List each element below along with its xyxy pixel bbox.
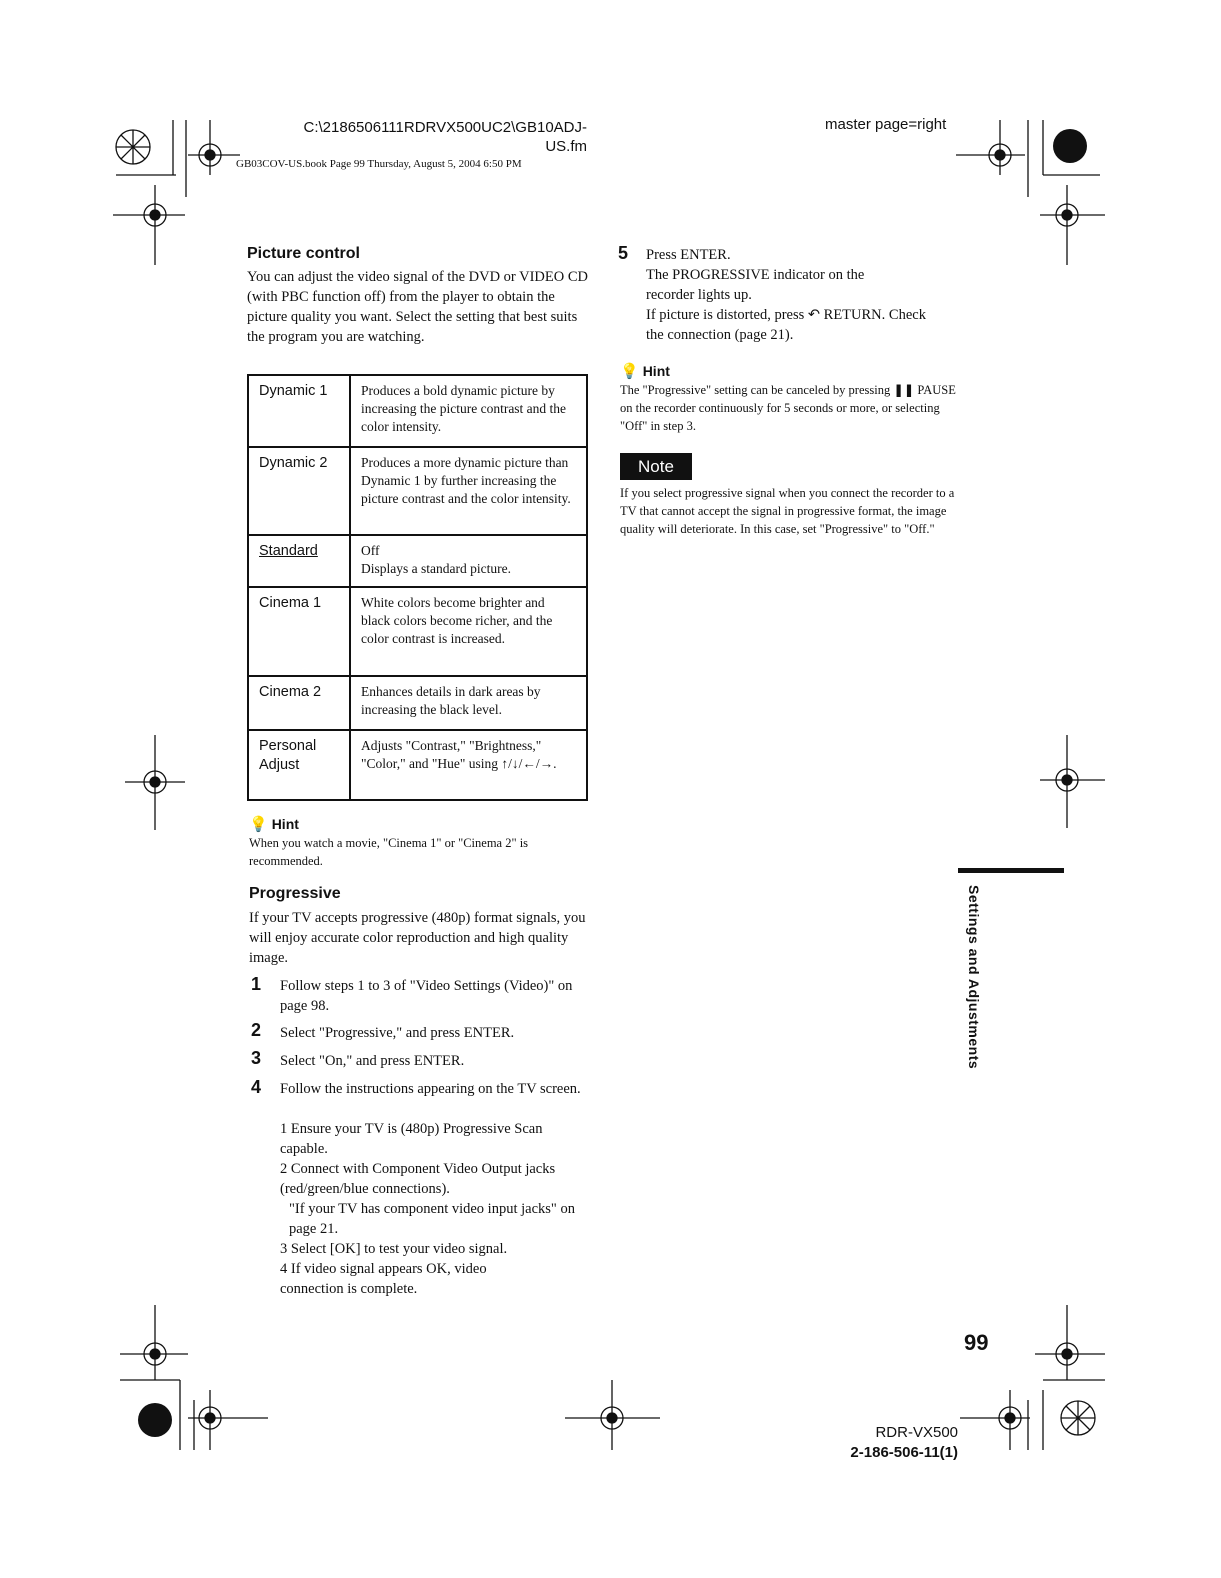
hint-text: The "Progressive" setting can be canceled by pressing ❚❚ PAUSE on the recorder continuously for 5 seconds or more, or selecting "Off" in step 3.: [620, 383, 956, 433]
hint-heading: [249, 815, 299, 833]
step-number: 3: [251, 1048, 262, 1068]
model-info: [820, 1423, 958, 1463]
file-path-line1: C:\2186506111RDRVX500UC2\GB10ADJ-: [303, 119, 587, 136]
substep: 1 Ensure your TV is (480p) Progressive Scan capable.: [280, 1121, 543, 1157]
note-badge: Note: [620, 453, 692, 480]
model-name: RDR-VX500: [875, 1424, 958, 1441]
step-text: Follow the instructions appearing on the TV screen.: [280, 1081, 581, 1097]
picture-control-heading: Picture control: [247, 245, 360, 262]
step-number: 2: [251, 1020, 262, 1040]
setting-key-default: Standard: [259, 543, 318, 559]
hint-heading: [620, 362, 670, 380]
setting-key: Personal Adjust: [248, 730, 350, 800]
setting-value-desc: Displays a standard picture.: [361, 561, 511, 576]
progressive-intro: If your TV accepts progressive (480p) format signals, you will enjoy accurate color reproduction and high quality image.: [249, 910, 586, 966]
setting-description: Produces a bold dynamic picture by increasing the picture contrast and the color intensity.: [350, 375, 587, 447]
setting-key: Dynamic 1: [248, 375, 350, 447]
setting-description: [350, 535, 587, 587]
setting-description: White colors become brighter and black colors become richer, and the color contrast is increased.: [350, 587, 587, 676]
section-tab-bar: [958, 868, 1064, 873]
table-row: [248, 447, 587, 535]
file-path: [282, 118, 587, 156]
table-row: [248, 587, 587, 676]
note-text: If you select progressive signal when you connect the recorder to a TV that cannot accept the signal in progressive format, the image quality will deteriorate. In this case, set "Progressive" to "Off.": [620, 486, 955, 536]
step-result: The PROGRESSIVE indicator on the recorder lights up.: [646, 267, 865, 303]
hint-text: When you watch a movie, "Cinema 1" or "Cinema 2" is recommended.: [249, 836, 529, 868]
file-path-line2: US.fm: [545, 138, 587, 155]
hint-title: Hint: [642, 363, 670, 379]
section-tab-label: Settings and Adjustments: [966, 885, 982, 1070]
setting-description: Produces a more dynamic picture than Dynamic 1 by further increasing the picture contrast and the color intensity.: [350, 447, 587, 535]
master-page-label: master page=right: [825, 116, 947, 133]
step-text: Select "On," and press ENTER.: [280, 1053, 465, 1069]
page-number: 99: [964, 1330, 989, 1355]
hint-title: Hint: [271, 816, 299, 832]
table-row: [248, 676, 587, 730]
setting-key: Cinema 1: [248, 587, 350, 676]
substep: 4 If video signal appears OK, video connection is complete.: [280, 1261, 487, 1297]
step-note: If picture is distorted, press ↶ RETURN. Check the connection (page 21).: [646, 307, 926, 343]
step-number: 4: [251, 1077, 262, 1097]
picture-control-intro: You can adjust the video signal of the DVD or VIDEO CD (with PBC function off) from the player to obtain the picture quality you want. Select the setting that best suits the program you are watching.: [247, 269, 588, 345]
step-text: Select "Progressive," and press ENTER.: [280, 1025, 515, 1041]
setting-description: Enhances details in dark areas by increasing the black level.: [350, 676, 587, 730]
setting-value: Off: [361, 543, 380, 558]
picture-control-table: [247, 374, 588, 801]
step-number: 1: [251, 974, 262, 994]
substep: 3 Select [OK] to test your video signal.: [280, 1241, 508, 1257]
step-number: 5: [618, 243, 629, 263]
table-row: [248, 535, 587, 587]
book-info: GB03COV-US.book Page 99 Thursday, August 5, 2004 6:50 PM: [236, 158, 522, 170]
substep: 2 Connect with Component Video Output jacks (red/green/blue connections).: [280, 1161, 556, 1197]
progressive-heading: Progressive: [249, 885, 341, 902]
table-row: [248, 730, 587, 800]
lightbulb-icon: 💡: [249, 816, 268, 833]
step-text: Follow steps 1 to 3 of "Video Settings (Video)" on page 98.: [280, 978, 573, 1014]
part-number: 2-186-506-11(1): [850, 1444, 958, 1461]
lightbulb-icon: 💡: [620, 363, 639, 380]
substep-reference: "If your TV has component video input jacks" on page 21.: [289, 1201, 575, 1237]
setting-key: Cinema 2: [248, 676, 350, 730]
setting-description: Adjusts "Contrast," "Brightness," "Color," and "Hue" using ↑/↓/←/→.: [350, 730, 587, 800]
setting-key: Dynamic 2: [248, 447, 350, 535]
table-row: [248, 375, 587, 447]
setting-key: [248, 535, 350, 587]
step-text: Press ENTER.: [646, 247, 731, 263]
